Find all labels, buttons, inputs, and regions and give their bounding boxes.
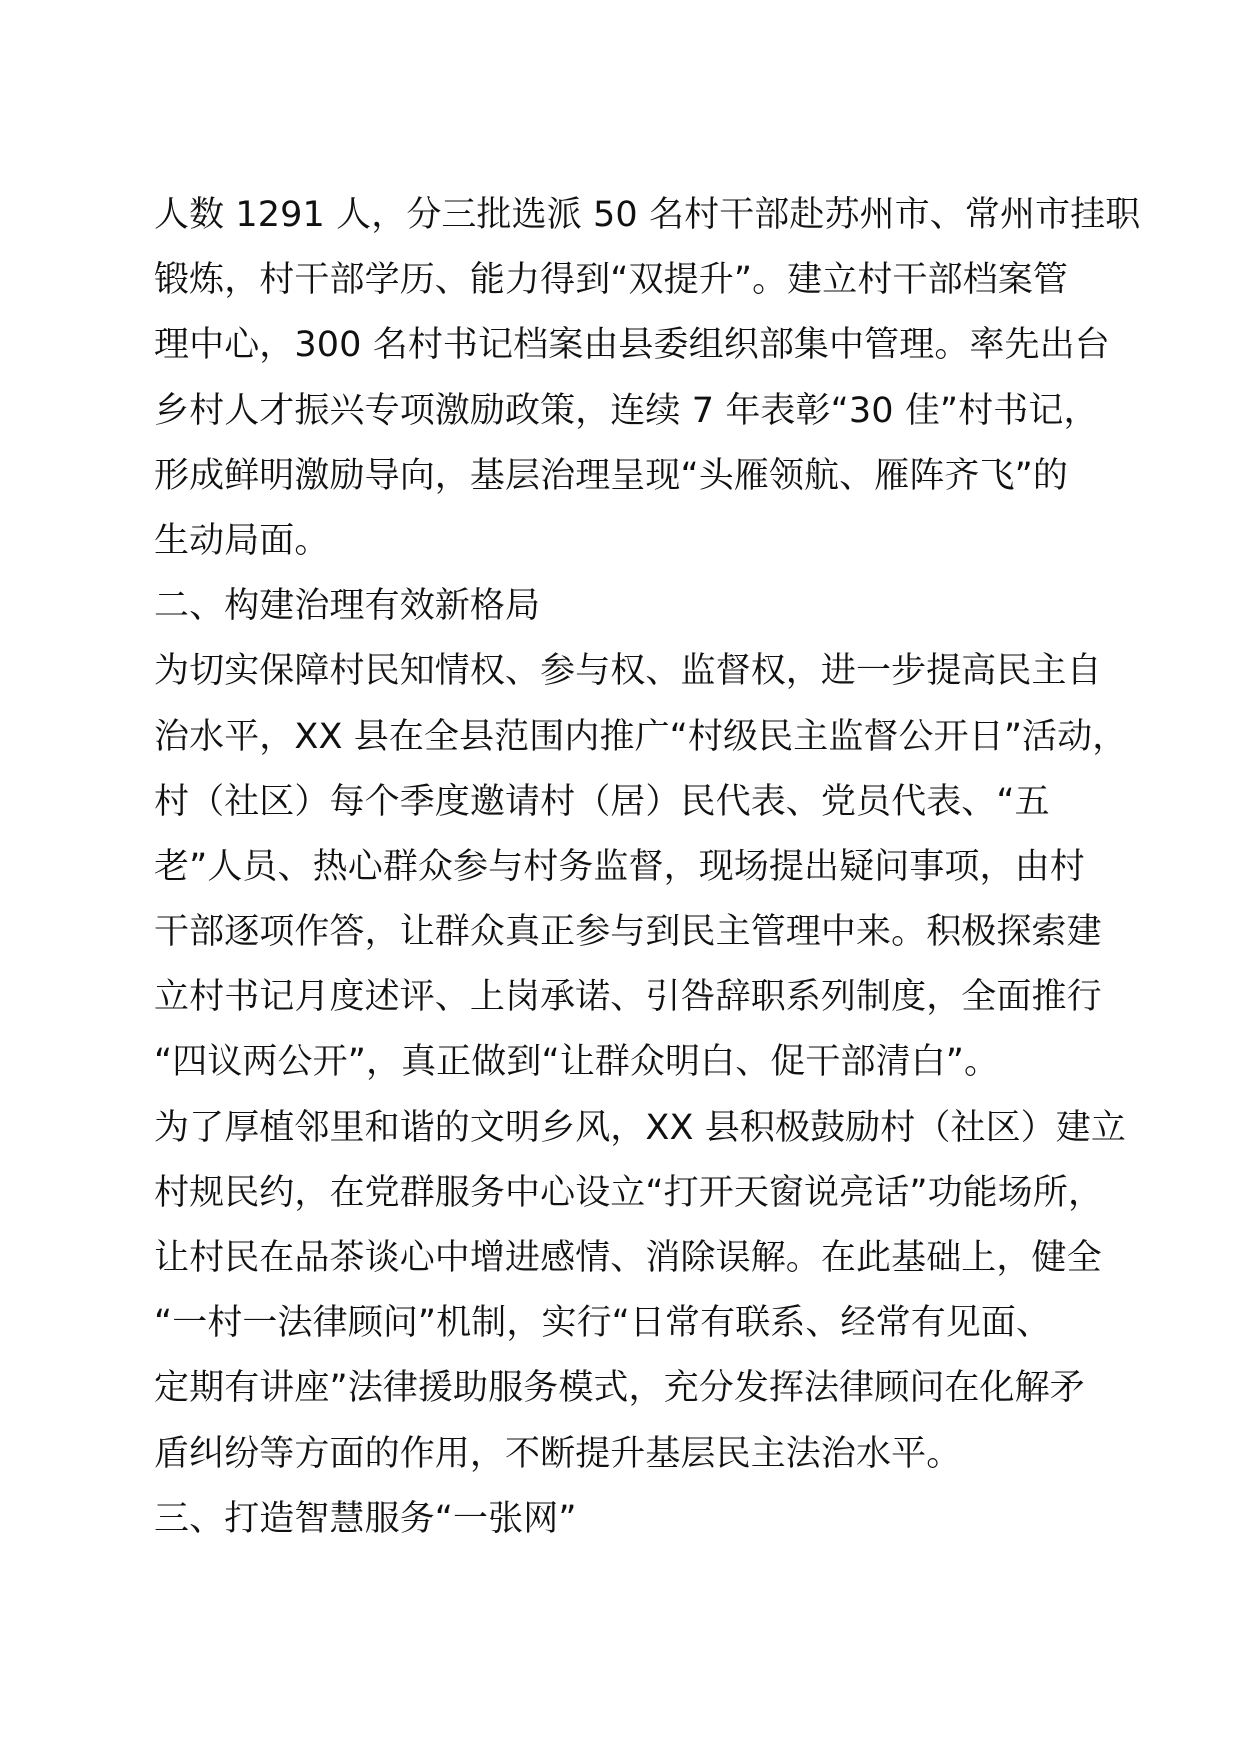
paragraph-line: 乡村人才振兴专项激励政策，连续 7 年表彰“30 佳”村书记， <box>154 390 1099 431</box>
paragraph-line: 为切实保障村民知情权、参与权、监督权，进一步提高民主自 <box>154 651 1102 692</box>
paragraph-line: 形成鲜明激励导向，基层治理呈现“头雁领航、雁阵齐飞”的 <box>154 455 1068 496</box>
paragraph-line: 治水平，XX 县在全县范围内推广“村级民主监督公开日”活动， <box>154 716 1128 757</box>
paragraph-line: 村（社区）每个季度邀请村（居）民代表、党员代表、“五 <box>154 781 1050 822</box>
paragraph-line: “一村一法律顾问”机制，实行“日常有联系、经常有见面、 <box>154 1303 1052 1344</box>
section-heading-2: 二、构建治理有效新格局 <box>154 586 541 627</box>
paragraph-line: 盾纠纷等方面的作用，不断提升基层民主法治水平。 <box>154 1433 962 1474</box>
paragraph-line: 老”人员、热心群众参与村务监督，现场提出疑问事项，由村 <box>154 846 1085 887</box>
paragraph-line: 让村民在品茶谈心中增进感情、消除误解。在此基础上，健全 <box>154 1238 1102 1278</box>
paragraph-line: 为了厚植邻里和谐的文明乡风，XX 县积极鼓励村（社区）建立 <box>154 1107 1126 1148</box>
paragraph-line: 村规民约，在党群服务中心设立“打开天窗说亮话”功能场所， <box>154 1172 1104 1213</box>
paragraph-line: 干部逐项作答，让群众真正参与到民主管理中来。积极探索建 <box>154 912 1102 953</box>
paragraph-line: 人数 1291 人，分三批选派 50 名村干部赴苏州市、常州市挂职 <box>154 195 1141 235</box>
document-body <box>154 183 1141 1552</box>
section-heading-3: 三、打造智慧服务“一张网” <box>154 1498 577 1539</box>
paragraph-line: “四议两公开”，真正做到“让群众明白、促干部清白”。 <box>154 1042 1000 1083</box>
paragraph-line: 锻炼，村干部学历、能力得到“双提升”。建立村干部档案管 <box>154 260 1068 301</box>
paragraph-line: 立村书记月度述评、上岗承诺、引咎辞职系列制度，全面推行 <box>154 977 1102 1018</box>
paragraph-line: 生动局面。 <box>154 520 330 561</box>
paragraph-line: 理中心，300 名村书记档案由县委组织部集中管理。率先出台 <box>154 325 1110 366</box>
paragraph-line: 定期有讲座”法律援助服务模式，充分发挥法律顾问在化解矛 <box>154 1368 1085 1409</box>
